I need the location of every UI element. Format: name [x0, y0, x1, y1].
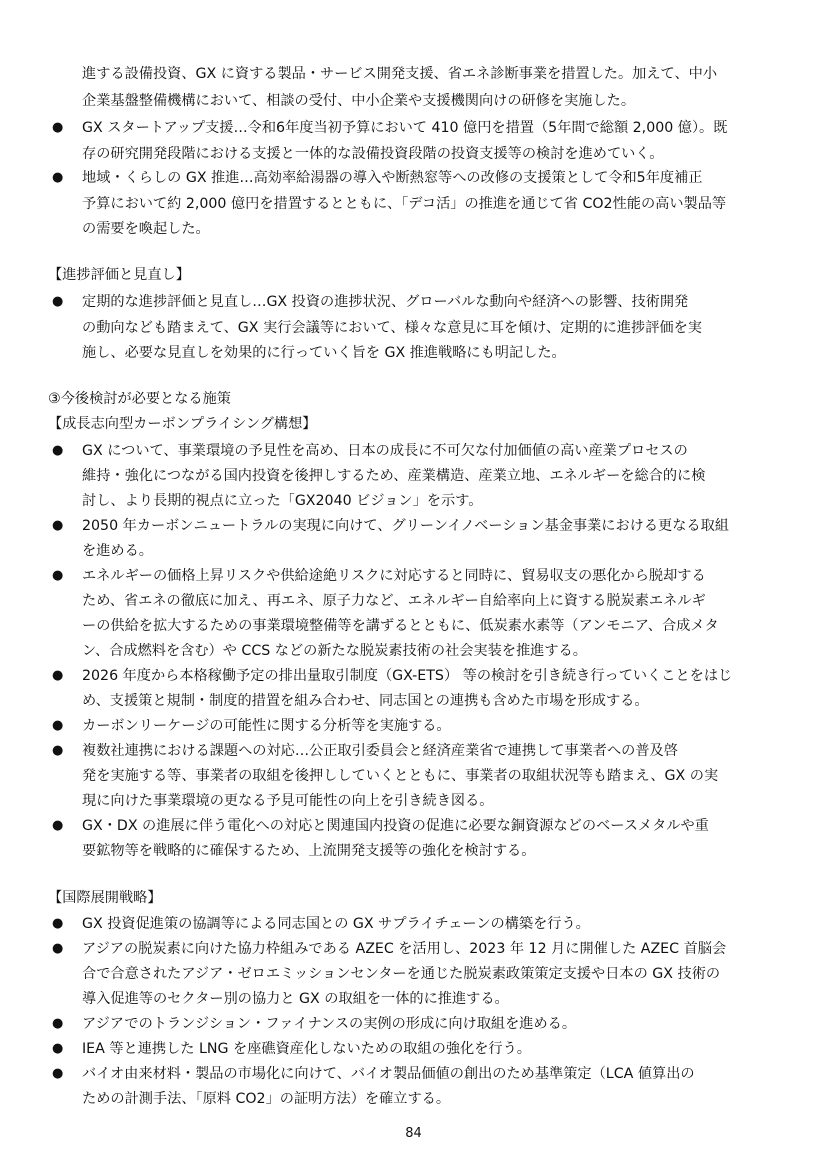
list-item-line: 定期的な進捗評価と見直し…GX 投資の進捗状況、グローバルな動向や経済への影響、技術開発	[82, 294, 689, 310]
list-item-line: アジアの脱炭素に向けた協力枠組みである AZEC を活用し、2023 年 12 月に開催した AZEC 首脳会	[82, 941, 727, 957]
list-item-line: 維持・強化につながる国内投資を後押しするため、産業構造、産業立地、エネルギーを総合的に検	[82, 468, 706, 484]
intro-line: 進する設備投資、GX に資する製品・サービス開発支援、省エネ診断事業を措置した。加えて、中小	[82, 66, 718, 82]
list-item-line: の動向なども踏まえて、GX 実行会議等において、様々な意見に耳を傾け、定期的に進捗評価を実	[82, 320, 702, 336]
page-number: 84	[405, 1126, 422, 1141]
list-item-line: GX について、事業環境の予見性を高め、日本の成長に不可欠な付加価値の高い産業プロセスの	[82, 443, 688, 459]
list-item-line: 2026 年度から本格稼働予定の排出量取引制度（GX-ETS） 等の検討を引き続き行っていくことをはじ	[82, 668, 733, 684]
bullet-marker: ●	[52, 294, 64, 309]
bullet-marker: ●	[52, 916, 64, 931]
list-item-line: IEA 等と連携した LNG を座礁資産化しないための取組の強化を行う。	[82, 1041, 531, 1057]
list-item-line: カーボンリーケージの可能性に関する分析等を実施する。	[82, 718, 451, 734]
list-item-line: 現に向けた事業環境の更なる予見可能性の向上を引き続き図る。	[82, 793, 494, 809]
section-heading: ③今後検討が必要となる施策	[48, 391, 231, 407]
list-item-line: 存の研究開発段階における支援と一体的な設備投資段階の投資支援等の検討を進めていく。	[82, 146, 664, 162]
list-item-line: GX スタートアップ支援…令和6年度当初予算において 410 億円を措置（5年間で総額 2,000 億）。既	[82, 120, 728, 136]
section-heading: 【進捗評価と見直し】	[48, 267, 190, 283]
intro-line: 企業基盤整備機構において、相談の受付、中小企業や支援機関向けの研修を実施した。	[82, 93, 636, 109]
list-item-line: 合で合意されたアジア・ゼロエミッションセンターを通じた脱炭素政策策定支援や日本の GX 技術の	[82, 966, 721, 982]
bullet-marker: ●	[52, 743, 64, 758]
list-item-line: を進める。	[82, 543, 153, 559]
list-item-line: アジアでのトランジション・ファイナンスの実例の形成に向け取組を進める。	[82, 1016, 577, 1032]
list-item-line: 施し、必要な見直しを効果的に行っていく旨を GX 推進戦略にも明記した。	[82, 345, 566, 361]
list-item-line: 発を実施する等、事業者の取組を後押ししていくとともに、事業者の取組状況等も踏まえ、GX の実	[82, 768, 719, 784]
bullet-marker: ●	[52, 518, 64, 533]
bullet-marker: ●	[52, 170, 64, 185]
bullet-marker: ●	[52, 120, 64, 135]
subsection-heading: 【成長志向型カーボンプライシング構想】	[48, 416, 317, 432]
list-item-line: バイオ由来材料・製品の市場化に向けて、バイオ製品価値の創出のため基準策定（LCA 値算出の	[82, 1066, 695, 1082]
bullet-marker: ●	[52, 818, 64, 833]
bullet-marker: ●	[52, 1016, 64, 1031]
list-item-line: 導入促進等のセクター別の協力と GX の取組を一体的に推進する。	[82, 991, 509, 1007]
list-item-line: エネルギーの価格上昇リスクや供給途絶リスクに対応すると同時に、貿易収支の悪化から脱却する	[82, 568, 706, 584]
list-item-line: 要鉱物等を戦略的に確保するため、上流開発支援等の強化を検討する。	[82, 843, 536, 859]
list-item-line: め、支援策と規制・制度的措置を組み合わせ、同志国との連携も含めた市場を形成する。	[82, 693, 649, 709]
list-item-line: の需要を喚起した。	[82, 221, 210, 237]
bullet-marker: ●	[52, 718, 64, 733]
bullet-marker: ●	[52, 568, 64, 583]
bullet-marker: ●	[52, 443, 64, 458]
bullet-marker: ●	[52, 1041, 64, 1056]
list-item-line: ため、省エネの徹底に加え、再エネ、原子力など、エネルギー自給率向上に資する脱炭素エネルギ	[82, 593, 706, 609]
list-item-line: ーの供給を拡大するための事業環境整備等を講ずるとともに、低炭素水素等（アンモニア、合成メタ	[82, 618, 719, 634]
list-item-line: 地域・くらしの GX 推進…高効率給湯器の導入や断熱窓等への改修の支援策として令和5年度補正	[82, 170, 703, 186]
bullet-marker: ●	[52, 941, 64, 956]
list-item-line: 複数社連携における課題への対応…公正取引委員会と経済産業省で連携して事業者への普及啓	[82, 743, 678, 759]
list-item-line: GX・DX の進展に伴う電化への対応と関連国内投資の促進に必要な銅資源などのベースメタルや重	[82, 818, 709, 834]
list-item-line: 討し、より長期的視点に立った「GX2040 ビジョン」を示す。	[82, 493, 483, 509]
section-heading: 【国際展開戦略】	[48, 890, 162, 906]
list-item-line: ン、合成燃料を含む）や CCS などの新たな脱炭素技術の社会実装を推進する。	[82, 643, 587, 659]
bullet-marker: ●	[52, 1066, 64, 1081]
list-item-line: 予算において約 2,000 億円を措置するとともに、「デコ活」の推進を通じて省 CO2性能の高い製品等	[82, 196, 727, 212]
list-item-line: ための計測手法、「原料 CO2」の証明方法）を確立する。	[82, 1091, 451, 1107]
bullet-marker: ●	[52, 668, 64, 683]
list-item-line: 2050 年カーボンニュートラルの実現に向けて、グリーンイノベーション基金事業における更なる取組	[82, 518, 729, 534]
list-item-line: GX 投資促進策の協調等による同志国との GX サプライチェーンの構築を行う。	[82, 916, 590, 932]
